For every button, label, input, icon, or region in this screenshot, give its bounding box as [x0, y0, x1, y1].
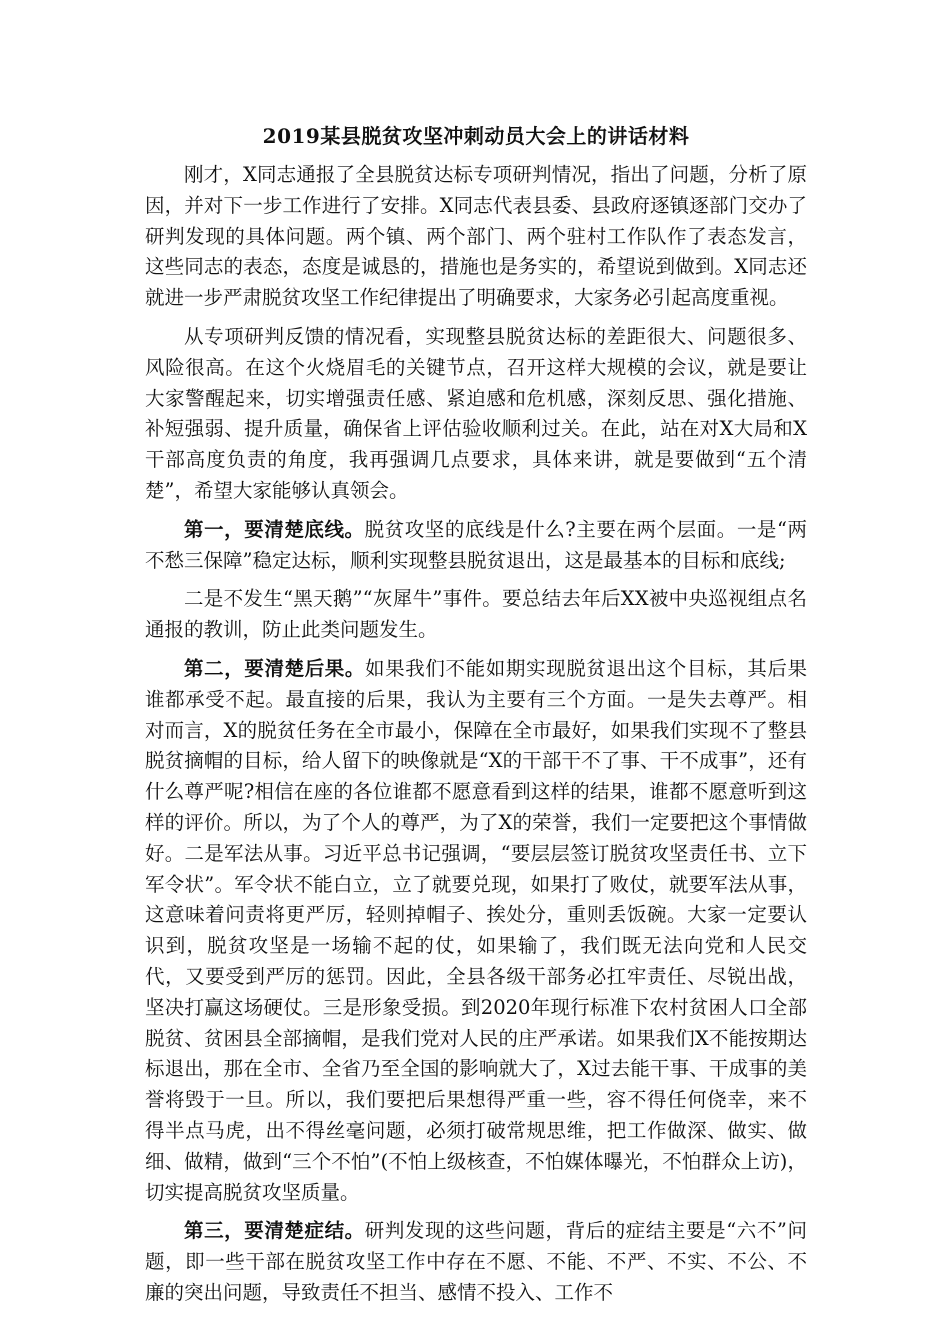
paragraph-text: 如果我们不能如期实现脱贫退出这个目标，其后果谁都承受不起。最直接的后果，我认为主要有三个方面。一是失去尊严。相对而言，X的脱贫任务在全市最小，保障在全市最好，如果我们实现不了整县脱贫摘帽的目标，给人留下的映像就是“X的干部干不了事、干不成事”，还有什么尊严呢?相信在座的各位谁都不愿意看到这样的结果，谁都不愿意听到这样的评价。所以，为了个人的尊严，为了X的荣誉，我们一定要把这个事情做好。二是军法从事。习近平总书记强调，“要层层签订脱贫攻坚责任书、立下军令状”。军令状不能白立，立了就要兑现，如果打了败仗，就要军法从事，这意味着问责将更严厉，轻则掉帽子、挨处分，重则丢饭碗。大家一定要认识到，脱贫攻坚是一场输不起的仗，如果输了，我们既无法向党和人民交代，又要受到严厉的惩罚。因此，全县各级干部务必扛牢责任、尽锐出战，坚决打赢这场硬仗。三是形象受损。到2020年现行标准下农村贫困人口全部脱贫、贫困县全部摘帽，是我们党对人民的庄严承诺。如果我们X不能按期达标退出，那在全市、全省乃至全国的影响就大了，X过去能干事、干成事的美誉将毁于一旦。所以，我们要把后果想得严重一些，容不得任何侥幸，来不得半点马虎，出不得丝毫问题，必须打破常规思维，把工作做深、做实、做细、做精，做到“三个不怕”(不怕上级核查，不怕媒体曝光，不怕群众上访)，切实提高脱贫攻坚质量。 — [145, 656, 807, 1204]
paragraph-lead-heading: 第三，要清楚症结。 — [184, 1219, 365, 1243]
paragraph-text: 从专项研判反馈的情况看，实现整县脱贫达标的差距很大、问题很多、风险很高。在这个火烧眉毛的关键节点，召开这样大规模的会议，就是要让大家警醒起来，切实增强责任感、紧迫感和危机感，深刻反思、强化措施、补短强弱、提升质量，确保省上评估验收顺利过关。在此，站在对X大局和X干部高度负责的角度，我再强调几点要求，具体来讲，就是要做到“五个清楚”，希望大家能够认真领会。 — [145, 324, 807, 502]
paragraph-point-one — [145, 515, 807, 577]
document-title: 2019某县脱贫攻坚冲刺动员大会上的讲话材料 — [262, 124, 690, 148]
document-page — [145, 118, 807, 1317]
paragraph-text: 刚才，X同志通报了全县脱贫达标专项研判情况，指出了问题，分析了原因，并对下一步工作进行了安排。X同志代表县委、县政府逐镇逐部门交办了研判发现的具体问题。两个镇、两个部门、两个驻村工作队作了表态发言，这些同志的表态，态度是诚恳的，措施也是务实的，希望说到做到。X同志还就进一步严肃脱贫攻坚工作纪律提出了明确要求，大家务必引起高度重视。 — [145, 163, 807, 310]
paragraph-text: 研判发现的这些问题，背后的症结主要是“六不”问题，即一些干部在脱贫攻坚工作中存在不愿、不能、不严、不实、不公、不廉的突出问题，导致责任不担当、感情不投入、工作不 — [145, 1219, 807, 1304]
paragraph-point-one-continued — [145, 584, 807, 646]
paragraph-text: 脱贫攻坚的底线是什么?主要在两个层面。一是“两不愁三保障”稳定达标，顺利实现整县脱贫退出，这是最基本的目标和底线; — [145, 517, 807, 572]
paragraph-overview — [145, 322, 807, 507]
paragraph-opening — [145, 160, 807, 314]
paragraph-text: 二是不发生“黑天鹅”“灰犀牛”事件。要总结去年后XX被中央巡视组点名通报的教训，防止此类问题发生。 — [145, 587, 807, 642]
paragraph-lead-heading: 第一，要清楚底线。 — [184, 517, 365, 541]
paragraph-point-three — [145, 1216, 807, 1308]
paragraph-point-two — [145, 654, 807, 1208]
paragraph-lead-heading: 第二，要清楚后果。 — [184, 656, 366, 680]
